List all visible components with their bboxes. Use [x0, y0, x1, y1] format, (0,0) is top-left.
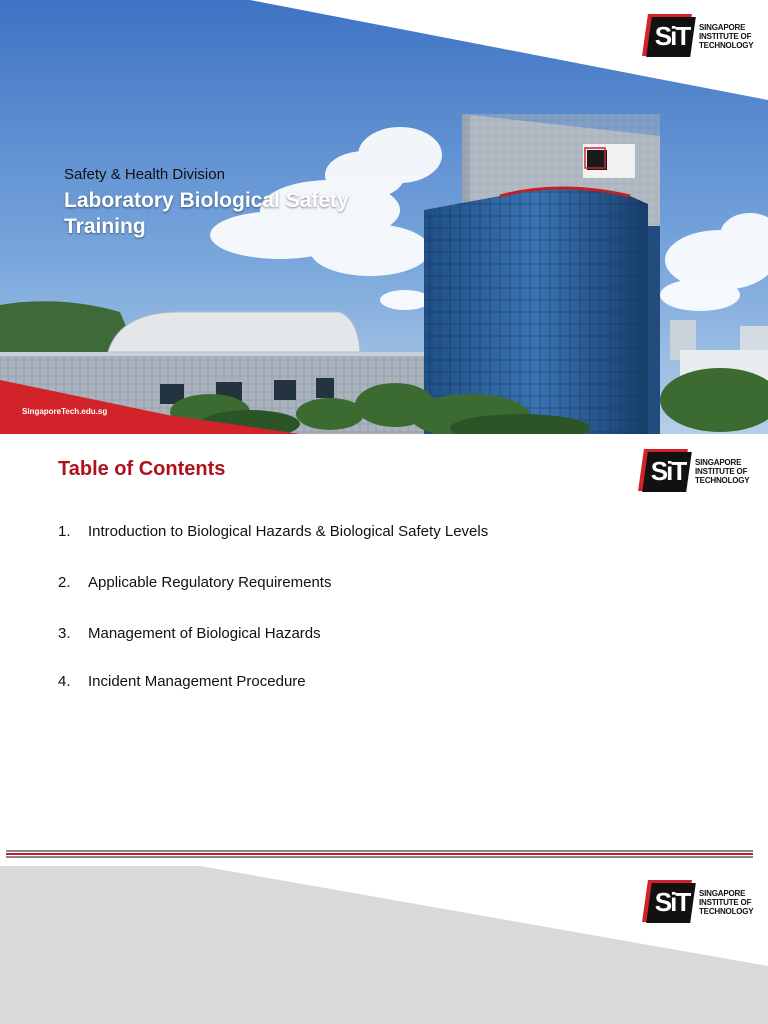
toc-title: Table of Contents — [58, 458, 226, 480]
toc-item: 1. Introduction to Biological Hazards & Biological Safety Levels — [58, 523, 489, 540]
sit-logo-mark: SiT — [645, 14, 695, 58]
footer-divider — [6, 853, 753, 855]
sit-logo — [645, 14, 753, 58]
next-slide — [0, 866, 768, 1024]
sit-logo-wordmark: SINGAPORE INSTITUTE OF TECHNOLOGY — [695, 457, 750, 485]
cover-slide — [0, 0, 768, 434]
toc-item: 2. Applicable Regulatory Requirements — [58, 574, 332, 591]
sit-logo-wordmark: SINGAPORE INSTITUTE OF TECHNOLOGY — [699, 22, 754, 50]
footer-divider — [6, 856, 753, 858]
sit-logo — [645, 880, 753, 924]
sit-logo-mark: SiT — [641, 449, 691, 493]
sit-logo-mark: SiT — [645, 880, 695, 924]
cover-title: Laboratory Biological Safety Training — [64, 189, 349, 238]
toc-item: 4. Incident Management Procedure — [58, 673, 306, 690]
toc-item: 3. Management of Biological Hazards — [58, 625, 321, 642]
sit-logo-wordmark: SINGAPORE INSTITUTE OF TECHNOLOGY — [699, 888, 754, 916]
footer-divider — [6, 850, 753, 852]
sit-logo — [641, 449, 749, 493]
website-link[interactable]: SingaporeTech.edu.sg — [22, 407, 108, 416]
contents-slide — [0, 434, 768, 866]
division-label: Safety & Health Division — [64, 166, 225, 183]
